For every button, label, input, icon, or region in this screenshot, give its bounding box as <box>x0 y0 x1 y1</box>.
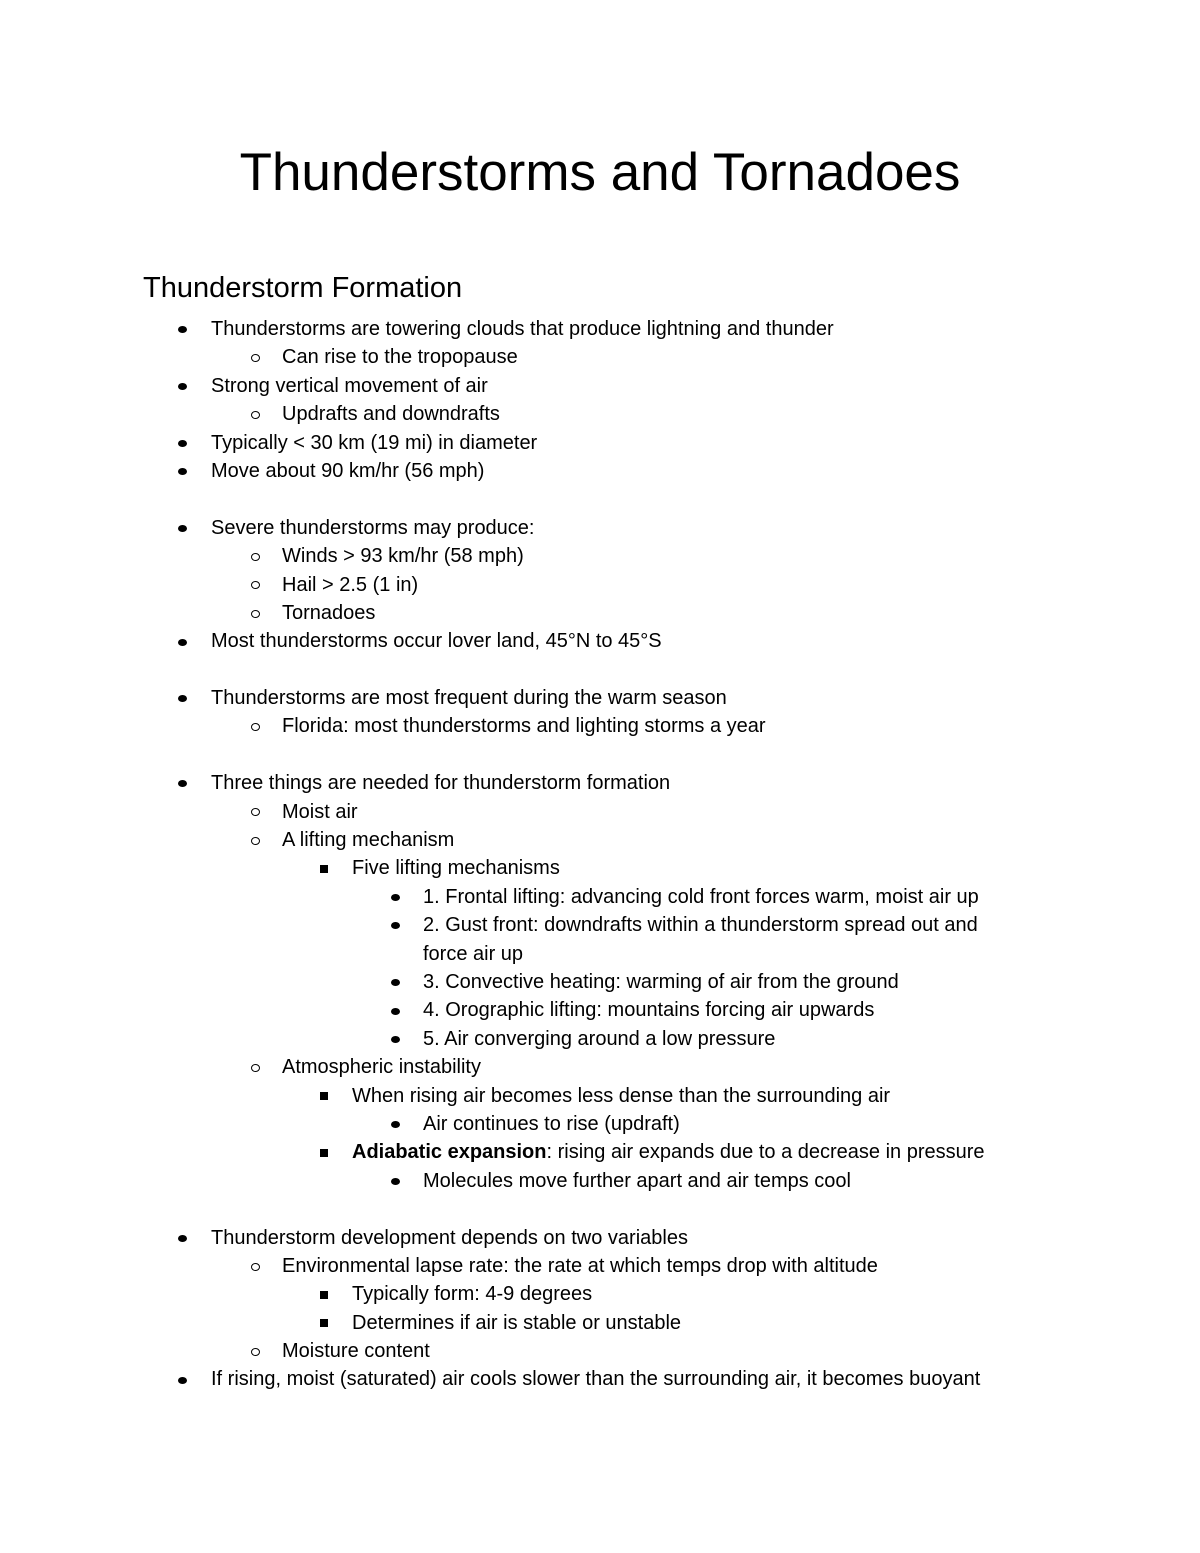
bullet-square-icon <box>314 854 334 882</box>
list-item <box>0 1110 1200 1138</box>
section-heading: Thunderstorm Formation <box>143 272 463 304</box>
bullet-disc-icon <box>172 457 192 485</box>
bullet-disc-icon <box>385 968 405 996</box>
blank-line <box>0 741 1200 769</box>
bullet-circle-icon <box>245 1337 265 1365</box>
bullet-circle-icon <box>245 798 265 826</box>
list-item <box>0 769 1200 797</box>
bullet-disc-icon <box>385 911 405 939</box>
blank-line <box>0 485 1200 513</box>
bullet-square-icon <box>314 1082 334 1110</box>
list-item-text: Moist air <box>282 800 358 823</box>
list-item <box>0 968 1200 996</box>
list-item-text: A lifting mechanism <box>282 829 455 852</box>
list-item-text: Three things are needed for thunderstorm formation <box>211 772 671 795</box>
bullet-disc-icon <box>385 883 405 911</box>
list-item-text: Determines if air is stable or unstable <box>352 1311 682 1334</box>
list-item <box>0 684 1200 712</box>
list-item <box>0 1280 1200 1308</box>
list-item <box>0 599 1200 627</box>
list-item-text: Winds > 93 km/hr (58 mph) <box>282 545 524 568</box>
list-item <box>0 854 1200 882</box>
list-item <box>0 798 1200 826</box>
bullet-disc-icon <box>385 1110 405 1138</box>
list-item <box>0 712 1200 740</box>
bullet-disc-icon <box>385 1167 405 1195</box>
list-item-text: Moisture content <box>282 1340 430 1363</box>
list-item-text: Strong vertical movement of air <box>211 374 488 397</box>
list-item-text: Five lifting mechanisms <box>352 857 560 880</box>
bold-term: Adiabatic expansion <box>352 1141 547 1164</box>
bullet-disc-icon <box>172 769 192 797</box>
list-item <box>0 429 1200 457</box>
bullet-disc-icon <box>385 996 405 1024</box>
list-item <box>0 627 1200 655</box>
list-item <box>0 940 1200 968</box>
bullet-circle-icon <box>245 1252 265 1280</box>
list-item <box>0 542 1200 570</box>
bullet-square-icon <box>314 1309 334 1337</box>
bullet-circle-icon <box>245 1053 265 1081</box>
list-item-text: 2. Gust front: downdrafts within a thunderstorm spread out and <box>423 914 978 937</box>
list-item-rest: : rising air expands due to a decrease in pressure <box>546 1141 985 1164</box>
bullet-disc-icon <box>172 684 192 712</box>
list-item-text: Air continues to rise (updraft) <box>423 1112 680 1135</box>
list-item-text: 3. Convective heating: warming of air from the ground <box>423 970 899 993</box>
list-item <box>0 996 1200 1024</box>
bullet-disc-icon <box>172 372 192 400</box>
list-item-text: 5. Air converging around a low pressure <box>423 1027 776 1050</box>
bullet-disc-icon <box>172 514 192 542</box>
list-item-text: force air up <box>423 942 524 965</box>
bullet-circle-icon <box>245 826 265 854</box>
list-item-text: If rising, moist (saturated) air cools slower than the surrounding air, it becomes buoyant <box>211 1368 981 1391</box>
list-item-text <box>352 1138 985 1166</box>
bullet-circle-icon <box>245 571 265 599</box>
list-item <box>0 1167 1200 1195</box>
list-item-text: 4. Orographic lifting: mountains forcing air upwards <box>423 999 875 1022</box>
list-item <box>0 826 1200 854</box>
blank-line <box>0 656 1200 684</box>
list-item <box>0 1082 1200 1110</box>
list-item <box>0 883 1200 911</box>
list-item <box>0 1365 1200 1393</box>
list-item-text: Florida: most thunderstorms and lighting storms a year <box>282 715 766 738</box>
bullet-circle-icon <box>245 599 265 627</box>
list-item-text: Typically < 30 km (19 mi) in diameter <box>211 431 538 454</box>
bullet-disc-icon <box>172 429 192 457</box>
list-item <box>0 1252 1200 1280</box>
list-item <box>0 514 1200 542</box>
bullet-circle-icon <box>245 400 265 428</box>
list-item <box>0 1025 1200 1053</box>
bullet-disc-icon <box>172 315 192 343</box>
list-item-text: Move about 90 km/hr (56 mph) <box>211 459 485 482</box>
bullet-square-icon <box>314 1280 334 1308</box>
list-item <box>0 1053 1200 1081</box>
bullet-outline <box>0 315 1200 1394</box>
list-item <box>0 400 1200 428</box>
list-item-text: Thunderstorms are most frequent during the warm season <box>211 687 727 710</box>
list-item <box>0 315 1200 343</box>
document-title: Thunderstorms and Tornadoes <box>239 143 961 202</box>
list-item-text: Severe thunderstorms may produce: <box>211 516 535 539</box>
list-item-text: Can rise to the tropopause <box>282 346 518 369</box>
list-item-text: Tornadoes <box>282 601 376 624</box>
list-item <box>0 372 1200 400</box>
list-item-text: Updrafts and downdrafts <box>282 403 500 426</box>
list-item <box>0 1224 1200 1252</box>
list-item-text: Thunderstorm development depends on two variables <box>211 1226 688 1249</box>
list-item-text: Environmental lapse rate: the rate at which temps drop with altitude <box>282 1254 878 1277</box>
blank-line <box>0 1195 1200 1223</box>
list-item-text: 1. Frontal lifting: advancing cold front forces warm, moist air up <box>423 885 979 908</box>
list-item <box>0 457 1200 485</box>
list-item-text: When rising air becomes less dense than the surrounding air <box>352 1084 891 1107</box>
bullet-disc-icon <box>172 1365 192 1393</box>
list-item-text: Hail > 2.5 (1 in) <box>282 573 419 596</box>
list-item <box>0 911 1200 939</box>
list-item <box>0 571 1200 599</box>
bullet-disc-icon <box>172 1224 192 1252</box>
list-item <box>0 1337 1200 1365</box>
list-item-text: Atmospheric instability <box>282 1056 481 1079</box>
bullet-disc-icon <box>385 1025 405 1053</box>
list-item <box>0 1138 1200 1166</box>
list-item-text: Most thunderstorms occur lover land, 45°N to 45°S <box>211 630 662 653</box>
bullet-circle-icon <box>245 712 265 740</box>
list-item <box>0 1309 1200 1337</box>
list-item <box>0 343 1200 371</box>
list-item-text: Typically form: 4-9 degrees <box>352 1283 593 1306</box>
bullet-circle-icon <box>245 343 265 371</box>
bullet-circle-icon <box>245 542 265 570</box>
bullet-square-icon <box>314 1138 334 1166</box>
list-item-text: Molecules move further apart and air temps cool <box>423 1169 851 1192</box>
list-item-text: Thunderstorms are towering clouds that produce lightning and thunder <box>211 318 834 340</box>
bullet-disc-icon <box>172 627 192 655</box>
